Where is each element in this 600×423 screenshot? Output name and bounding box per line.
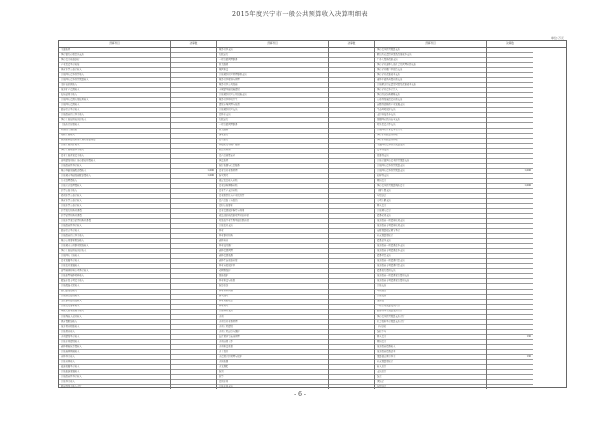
name-column [217, 48, 329, 389]
table-cell-name: 农产品质量安全 [217, 154, 328, 159]
table-cell-name: 债务付息支出 [375, 254, 486, 259]
table-cell-name: 港口建设费收入 [59, 290, 170, 295]
table-cell-amount: 1,000 [487, 169, 533, 174]
table-cell-name: 国有企业棚户区改造支出 [375, 68, 486, 73]
table-cell-name: 其他林业支出 [217, 310, 328, 315]
table-cell-name: 彩票销售机构业务费 [59, 214, 170, 219]
table-cell-name: 地方政府一般债务还本支出 [375, 244, 486, 249]
table-cell-name: 其他城乡社区支出 [217, 108, 328, 113]
table-cell-name: 改革性支出 [375, 154, 486, 159]
table-cell-name: 其他城市公用事业附加收入 [59, 244, 170, 249]
table-cell-name: 对外投资合作支出 [375, 123, 486, 128]
table-cell-name: 收入总计 [375, 365, 486, 370]
table-cell-name: 农业行业业务管理 [217, 169, 328, 174]
table-cell-name: 国有企业政策性补贴 [375, 134, 486, 139]
table-cell-name: 水利前期工作 [217, 340, 328, 345]
table-cell-name: 建设市场管理与监督 [217, 103, 328, 108]
table-cell-name: 结转下年 [375, 330, 486, 335]
column-header-amount: 决算数 [171, 41, 217, 47]
table-cell-name: 政府性基金预算支出合计 [375, 310, 486, 315]
page-title: 2015年度兴宁市一般公共预算收入决算明细表 [232, 11, 368, 18]
table-cell-name: 其他水利支出 [219, 385, 233, 388]
table-cell-name: 国有企业退休人员社会化管理补助支出 [375, 63, 486, 68]
table-cell-amount [487, 385, 533, 389]
table-cell-name: 森林资源管理 [217, 249, 328, 254]
table-cell-name: 水土保持 [217, 350, 328, 355]
table-cell-name: 其他水利建设收入 [59, 340, 170, 345]
table-cell-amount: 1,000 [171, 174, 216, 179]
table-cell-name: 保障国家经济安全支出 [375, 118, 486, 123]
table-cell-name: 上解上级支出 [375, 189, 486, 194]
table-cell-name: 离休干部医药费补助支出 [375, 78, 486, 83]
table-cell-name: 病虫害控制 [217, 149, 328, 154]
table-cell-name: 农业土地开发资金收入 [59, 154, 170, 159]
table-cell-name: 国有银行存款息出支出 [59, 53, 170, 58]
table-cell-name: 其他旅游发展收入 [59, 370, 170, 375]
table-cell-name: 其他森林植被收入 [59, 350, 170, 355]
table-cell-name: 其他农业发展收入 [59, 264, 170, 269]
amount-column [487, 48, 533, 389]
table-cell-name: 社会保险基金预算支出合计 [375, 320, 486, 325]
table-cell-name: 国有资金收益结转 [59, 58, 170, 63]
table-cell-name: 城市公用事业附加收入 [59, 239, 170, 244]
table-cell-name: 划拨土地收入 [59, 134, 170, 139]
table-cell-name: 水利工程运行与维护 [217, 330, 328, 335]
table-cell-name: 体育彩票公益金收入 [59, 68, 170, 73]
amount-column [329, 48, 375, 389]
table-cell-name: 国有企业资本金注入 [375, 88, 486, 93]
table-cell-name: 防灾减灾 [217, 295, 328, 300]
table-cell-name: 林业救灾 [217, 305, 328, 310]
table-cell-name: 行政运行 [217, 53, 328, 58]
table-cell-name: 国有经济结构调整支出 [375, 93, 486, 98]
table-cell-name: 补充预算周转金 [375, 234, 486, 239]
table-cell-name: 其他农业支出 [217, 224, 328, 229]
table-cell-name: 森林植被恢复费收入 [59, 345, 170, 350]
table-cell-amount [171, 385, 216, 389]
table-cell-name: 调出资金 [375, 340, 486, 345]
table-cell-name: 其他城乡社区管理事务支出 [217, 73, 328, 78]
table-cell-name: 其他调入资金 [375, 209, 486, 214]
page-number: - 6 - [294, 391, 306, 398]
table-cell-name: 其他育林收入 [59, 360, 170, 365]
budget-table [58, 40, 567, 388]
table-cell-name: 行政运行 [217, 118, 328, 123]
table-cell-name: 体育彩票公益金收入 [59, 199, 170, 204]
table-cell-name: 防沙治沙 [217, 284, 328, 289]
table-cell-name: 森林资源监测 [217, 254, 328, 259]
table-cell-name: 其他政府性基金收入 [59, 375, 170, 380]
table-cell-name: 农业组织化与产业化经营 [217, 194, 328, 199]
table-cell-name: 金融监管 [59, 48, 170, 53]
table-cell-name: 农垦运行 [217, 139, 328, 144]
table-cell-name: 前瞻性战略性产业发展支出 [375, 103, 486, 108]
table-cell-name: 其他支出 [375, 284, 486, 289]
table-cell-name: 林业检验检测 [217, 290, 328, 295]
table-cell-name: 统计监测与信息服务 [217, 164, 328, 169]
table-cell-name: 地方政府债务还本 [375, 350, 486, 355]
table-cell-name: 稳定农民收入补贴 [217, 179, 328, 184]
table-cell-name: 一般行政管理事务 [217, 123, 328, 128]
table-cell-name: 补缴的土地价款 [59, 129, 170, 134]
table-cell-name: 彩票公益金收入 [59, 189, 170, 194]
table-cell-name: 农村公益事业 [217, 204, 328, 209]
table-cell-name: 抗旱 [217, 375, 328, 380]
table-cell-name: 其他彩票发行销售机构业务费 [59, 219, 170, 224]
table-cell-name: 农业生产支持补贴 [217, 189, 328, 194]
table-cell-name: 教育费附加收入 [59, 320, 170, 325]
table-cell-name: 补充预算周转金 [375, 360, 486, 365]
table-cell-name: 预备费 [375, 300, 486, 305]
table-cell-name: 文化事业建设费收入 [59, 300, 170, 305]
table-cell-name: 国有土地使用权出让收入 [59, 249, 170, 254]
table-cell-name: 其他城市基础设施配套费收入 [59, 174, 170, 179]
table-cell-name: 其他基金收入 [59, 380, 170, 385]
table-cell-name: 其他文化事业收入 [59, 305, 170, 310]
column-header-amount: 决算数 [329, 41, 375, 47]
table-cell-name: 林业贷款贴息 [217, 300, 328, 305]
table-cell-name: 福利彩票公益金收入 [59, 194, 170, 199]
table-cell-name: 成品油价格改革对渔业的补贴 [217, 214, 328, 219]
table-cell-name: 年终结余 [377, 385, 387, 388]
table-cell-name: 国有资本经营预算调出资金 [375, 184, 486, 189]
table-cell-name: 缴纳新增建设用地土地有偿使用费 [59, 139, 170, 144]
table-cell-name: 公益性设施投资补助支出 [375, 98, 486, 103]
table-cell-name: 其他土地出让收入 [59, 144, 170, 149]
table-cell-name: 水利建设基金收入 [59, 335, 170, 340]
name-column [59, 48, 171, 389]
table-cell-name: 其他国有资本经营收入 [59, 73, 170, 78]
table-cell-name: 育林基金收入 [59, 355, 170, 360]
table-cell-name: 地方政府专项债务发行费用支出 [375, 279, 486, 284]
table-cell-name: 动植物保护 [217, 269, 328, 274]
table-cell-name: 支出总计 [375, 370, 486, 375]
table-cell-name: 地方政府一般债务付息支出 [375, 259, 486, 264]
table-cell-name: 其他国有资本经营预算支出 [375, 169, 486, 174]
table-cell-amount [329, 385, 374, 389]
table-cell-name: 其他港口建设收入 [59, 295, 170, 300]
table-cell-name: 转移性支出 [375, 174, 486, 179]
table-cell-name: 国有资本经营预算支出 [375, 48, 486, 53]
table-cell-name: 湿地保护 [217, 274, 328, 279]
table-cell-name: 事业运行 [217, 134, 328, 139]
table-cell-name: 净结余 [375, 380, 486, 385]
column-header-name: 预算科目 [217, 41, 329, 47]
table-cell-name: 新型墙体材料专项基金收入 [59, 269, 170, 274]
table-cell-name: 安排预算稳定调节基金 [375, 229, 486, 234]
table-cell-name: 小城镇基础设施建设 [217, 88, 328, 93]
table-cell-name: 林业执法与监督 [217, 279, 328, 284]
table-cell-name: 水资源节约管理与保护 [217, 355, 328, 360]
table-cell-name: 政府住房基金收入 [59, 229, 170, 234]
table-cell-name: 调入资金 [375, 204, 486, 209]
table-cell-name: 产业投资基金收益 [59, 63, 170, 68]
table-cell-name: 地方政府专项债务还本支出 [375, 249, 486, 254]
table-cell-name: 农业结构调整补贴 [217, 184, 328, 189]
table-cell-amount: 136 [487, 355, 533, 360]
table-header-row [59, 41, 566, 48]
table-cell-name: 农业发展基金收入 [59, 259, 170, 264]
column-header-amount: 决算数 [506, 42, 514, 45]
table-cell-name: 地方政府一般债券转贷支出 [375, 219, 486, 224]
table-cell-name: 其他支出 [375, 295, 486, 300]
table-cell-name: 农田水利 [217, 380, 328, 385]
table-cell-name: 城管执法 [217, 68, 328, 73]
table-cell-name: 林业事业机构 [217, 234, 328, 239]
table-cell-name: 地方政府债务收入 [375, 345, 486, 350]
table-cell-name: 科技转化与推广服务 [217, 144, 328, 149]
table-cell-name: 执法监管 [217, 159, 328, 164]
table-cell-name: 地方政府专项债券转贷支出 [375, 224, 486, 229]
table-cell-name: 水利工程建设 [217, 325, 328, 330]
table-cell-name: 水利行业业务管理 [217, 320, 328, 325]
table-cell-name: 对高校毕业生到基层任职补助 [217, 219, 328, 224]
table-cell-name: 支持科技进步支出 [375, 113, 486, 118]
table-cell-name: 其他政府性基金收入 [59, 164, 170, 169]
table-cell-name: 森林生态效益补偿 [217, 259, 328, 264]
column-header-name: 预算科目 [59, 41, 171, 47]
table-cell-name: 债务发行费用支出 [375, 269, 486, 274]
table-cell-name: 其他彩票公益金收入 [59, 204, 170, 209]
table-cell-name: 生态环境保护支出 [375, 108, 486, 113]
table-cell-name: 林业自然保护区 [217, 264, 328, 269]
table-cell-name: 其他解决历史遗留问题及改革成本支出 [375, 83, 486, 88]
table-cell-name: 机关服务 [217, 63, 328, 68]
table-cell-name: 残疾人就业保障金收入 [59, 310, 170, 315]
table-cell-amount: 1,000 [487, 184, 533, 189]
table-cell-name: 旅游发展基金收入 [59, 365, 170, 370]
table-cell-name: 年初预留 [375, 290, 486, 295]
table-cell-name: 金融国有资本经营预算支出 [375, 144, 486, 149]
table-cell-name: 解决历史遗留问题及改革成本支出 [375, 53, 486, 58]
table-cell-name: 政府住房基金收入 [59, 108, 170, 113]
table-cell-name: 城乡社区公共设施 [217, 83, 328, 88]
table-cell-name: 农业资源保护修复与利用 [217, 209, 328, 214]
table-cell-name: 债务还本支出 [375, 239, 486, 244]
table-cell-name: 农林水支出 [217, 113, 328, 118]
table-cell-name: 其他教育收入 [59, 330, 170, 335]
table-cell-name: 其他金融国有资本经营预算支出 [375, 159, 486, 164]
table-cell-name: 一般行政管理事务 [217, 58, 328, 63]
table-cell-name: 国有企业政策性补贴 [375, 139, 486, 144]
table-cell-name: 其他国有企业资本金注入 [375, 129, 486, 134]
table-cell-amount: 136 [487, 335, 533, 340]
table-cell-name: 其他国有资源有偿使用收入 [59, 98, 170, 103]
table-cell-name: 森林培育 [217, 239, 328, 244]
table-cell-name: 水利执法监督 [217, 345, 328, 350]
table-cell-name: 机关服务 [217, 129, 328, 134]
table-cell-name: 林业 [217, 229, 328, 234]
table-cell-name: 林业技术推广 [217, 244, 328, 249]
table-cell-name: 国有土地收益基金收入 [59, 149, 170, 154]
table-cell-name: 地方政府一般债务发行费用支出 [375, 274, 486, 279]
table-cell-name: 城乡社区环境卫生 [217, 98, 328, 103]
table-cell-name: 政府性基金收入合计 [61, 385, 82, 388]
table-cell-name: 国有土地使用权出让收入 [59, 118, 170, 123]
table-cell-name: 土地出让价款收入 [59, 123, 170, 128]
table-cell-name: 调入资金 [375, 335, 486, 340]
table-cell-name: 调出资金 [375, 179, 486, 184]
table-cell-name: 资本性支出 [375, 149, 486, 154]
table-cell-name: 长江黄河等流域管理 [217, 335, 328, 340]
table-cell-name: 采矿权价款收入 [59, 83, 170, 88]
table-cell-name: 水利 [217, 315, 328, 320]
table-cell-name: 新增建设用地土地有偿使用费收入 [59, 159, 170, 164]
table-cell-name: 专项上解支出 [375, 199, 486, 204]
table-cell-name: 农产品加工与促销 [217, 199, 328, 204]
table-cell-name: 城乡社区规划与管理 [217, 78, 328, 83]
table-cell-name: 结余 [375, 375, 486, 380]
table-cell-name: 其他政府住房基金收入 [59, 113, 170, 118]
table-cell-name: 地方矿产资源收入 [59, 88, 170, 93]
table-cell-name: 其他新型墙体材料收入 [59, 274, 170, 279]
unit-label: 单位:万元 [550, 36, 564, 40]
table-cell-name: 其他污水处理费收入 [59, 184, 170, 189]
table-cell-name: 其他残疾人就业收入 [59, 315, 170, 320]
table-cell-name: 污水处理费收入 [59, 179, 170, 184]
table-body [59, 48, 566, 389]
table-cell-name: 其他散装水泥收入 [59, 284, 170, 289]
table-cell-name: 其他国有资本经营预算收入 [59, 78, 170, 83]
table-cell-name: 一般公共预算支出合计 [375, 305, 486, 310]
table-cell-name: 预算稳定调节基金 [375, 355, 486, 360]
table-cell-name: 海域使用金收入 [59, 93, 170, 98]
table-cell-name: 城乡社区支出 [217, 48, 328, 53]
table-cell-name: 其他国有资本经营预算支出 [375, 164, 486, 169]
table-cell-name: 彩票发行机构业务费 [59, 209, 170, 214]
table-cell-name: 其他城乡社区公共设施支出 [217, 93, 328, 98]
table-cell-name: 上年结转 [375, 325, 486, 330]
table-cell-name: 债务转贷支出 [375, 214, 486, 219]
table-cell-name: 水文测报 [217, 365, 328, 370]
table-cell-name: 城市基础设施配套费收入 [59, 169, 170, 174]
table-cell-name: 防汛 [217, 370, 328, 375]
table-cell-amount: 1,000 [171, 169, 216, 174]
amount-column [171, 48, 217, 389]
table-cell-name: 防灾救灾 [217, 174, 328, 179]
table-cell-name: 地方政府专项债务付息支出 [375, 264, 486, 269]
table-cell-name: 国有资本经营预算支出合计 [375, 315, 486, 320]
table-cell-name: 年终结余 [375, 194, 486, 199]
table-cell-name: 其他国有土地收入 [59, 254, 170, 259]
table-cell-name: 其他政府住房基金收入 [59, 234, 170, 239]
table-cell-name: 国有企业改革成本支出 [375, 73, 486, 78]
table-cell-name: 其他国有资源收入 [59, 103, 170, 108]
table-cell-name: 水质监测 [217, 360, 328, 365]
column-header-name: 预算科目 [375, 41, 487, 47]
table-cell-name: 厂办大集体改革支出 [375, 58, 486, 63]
table-cell-name: 散装水泥专项资金收入 [59, 279, 170, 284]
name-column [375, 48, 487, 389]
table-cell-name: 地方教育附加收入 [59, 325, 170, 330]
table-cell-name: 其他政府性基金收入 [59, 224, 170, 229]
